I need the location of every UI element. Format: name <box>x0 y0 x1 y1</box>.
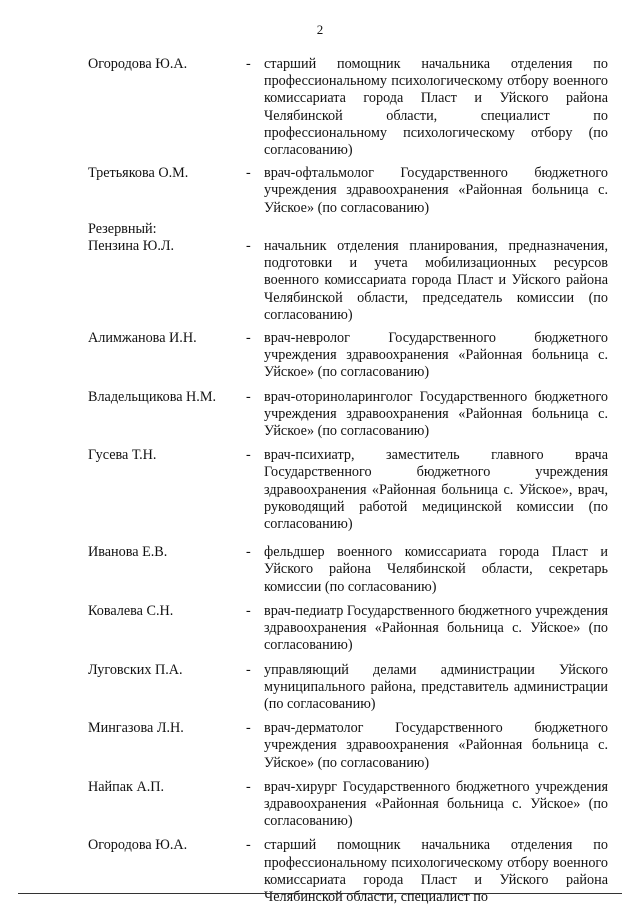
member-position: врач-офтальмолог Государственного бюджетного учреждения здравоохранения «Районная больница с. Уйское» (по согласованию) <box>264 165 608 216</box>
separator-dash: - <box>246 661 251 678</box>
member-name: Ковалева С.Н. <box>88 602 174 619</box>
separator-dash: - <box>246 388 251 405</box>
page-bottom-line <box>18 893 622 894</box>
member-position: старший помощник начальника отделения по профессиональному психологическому отбору военного комиссариата города Пласт и Уйского района Челябинской области, специалист по <box>264 837 608 905</box>
separator-dash: - <box>246 837 251 854</box>
list-entry <box>88 662 608 714</box>
member-position: врач-невролог Государственного бюджетного учреждения здравоохранения «Районная больница с. Уйское» (по согласованию) <box>264 330 608 381</box>
member-position: начальник отделения планирования, предназначения, подготовки и учета мобилизационных ресурсов военного комиссариата города Пласт и Уйского района Челябинской области, председатель комиссии (по согласованию) <box>264 238 608 323</box>
list-entry <box>88 56 608 159</box>
list-entry <box>88 238 608 324</box>
member-position: управляющий делами администрации Уйского муниципального района, представитель администрации (по согласованию) <box>264 661 608 712</box>
member-position: фельдшер военного комиссариата города Пласт и Уйского района Челябинской области, секретарь комиссии (по согласованию) <box>264 544 608 595</box>
separator-dash: - <box>246 165 251 182</box>
member-name: Луговских П.А. <box>88 661 183 678</box>
separator-dash: - <box>246 602 251 619</box>
list-entry <box>88 544 608 596</box>
separator-dash: - <box>246 330 251 347</box>
member-name: Иванова Е.В. <box>88 544 168 561</box>
member-position: врач-психиатр, заместитель главного врача Государственного бюджетного учреждения здравоохранения «Районная больница с. Уйское», врач, руководящий работой медицинской комиссии (по согласованию) <box>264 447 608 533</box>
member-name: Мингазова Л.Н. <box>88 720 184 737</box>
member-name: Третьякова О.М. <box>88 165 189 182</box>
separator-dash: - <box>246 238 251 255</box>
list-entry <box>88 603 608 655</box>
member-position: врач-оториноларинголог Государственного бюджетного учреждения здравоохранения «Районная больница с. Уйское» (по согласованию) <box>264 388 608 440</box>
separator-dash: - <box>246 544 251 561</box>
list-entry <box>88 389 608 441</box>
member-name: Владельщикова Н.М. <box>88 388 216 405</box>
list-entry <box>88 330 608 382</box>
list-entry <box>88 447 608 533</box>
reserve-heading: Резервный: <box>88 220 157 237</box>
list-entry <box>88 837 608 906</box>
member-name: Найпак А.П. <box>88 778 165 795</box>
member-name: Алимжанова И.Н. <box>88 330 197 347</box>
member-name: Огородова Ю.А. <box>88 837 188 854</box>
member-position: старший помощник начальника отделения по профессиональному психологическому отбору военного комиссариата города Пласт и Уйского района Челябинской области, специалист по профессиональному психологическому отбору (по согласованию) <box>264 56 608 159</box>
page-number: 2 <box>316 22 324 37</box>
separator-dash: - <box>246 778 251 795</box>
separator-dash: - <box>246 720 251 737</box>
list-entry <box>88 720 608 772</box>
member-name: Огородова Ю.А. <box>88 56 188 72</box>
member-position: врач-дерматолог Государственного бюджетного учреждения здравоохранения «Районная больница с. Уйское» (по согласованию) <box>264 720 608 771</box>
list-entry <box>88 165 608 217</box>
member-name: Гусева Т.Н. <box>88 447 157 464</box>
separator-dash: - <box>246 56 251 72</box>
list-entry <box>88 779 608 831</box>
member-name: Пензина Ю.Л. <box>88 238 175 255</box>
separator-dash: - <box>246 447 251 464</box>
member-position: врач-хирург Государственного бюджетного учреждения здравоохранения «Районная больница с. Уйское» (по согласованию) <box>264 778 608 830</box>
commission-list <box>88 56 608 906</box>
member-position: врач-педиатр Государственного бюджетного учреждения здравоохранения «Районная больница с. Уйское» (по согласованию) <box>264 602 608 654</box>
